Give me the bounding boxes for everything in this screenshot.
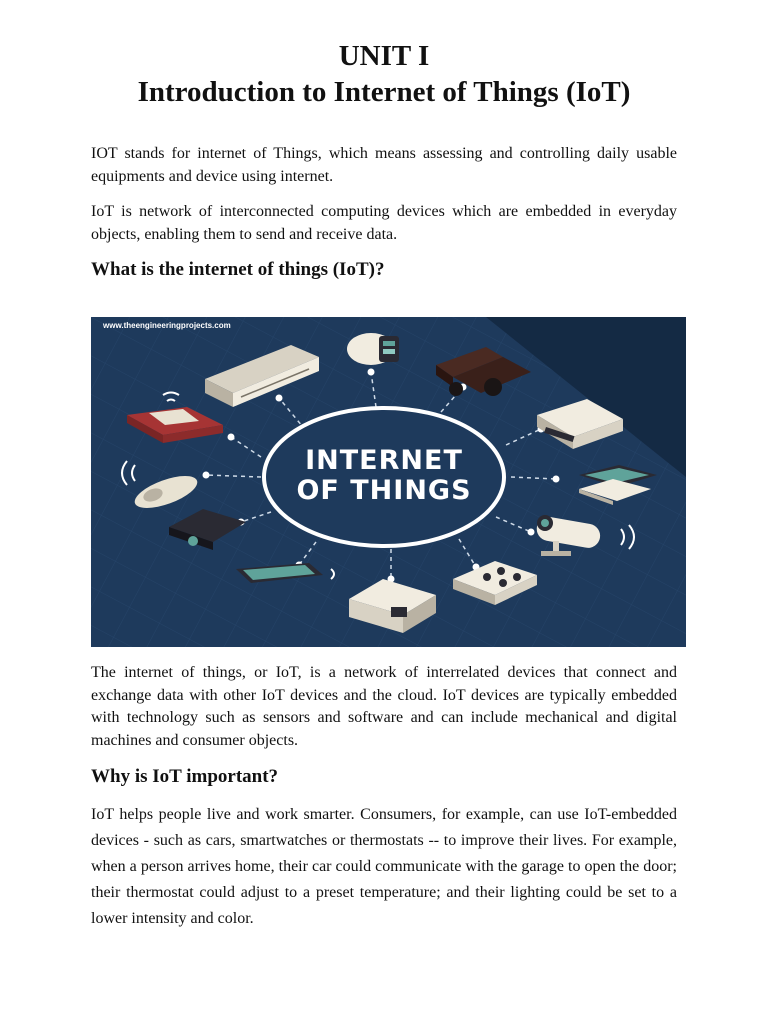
intro-paragraph-1: IOT stands for internet of Things, which means assessing and controlling daily usable equipments and device using internet. (91, 145, 677, 185)
center-title-line-2: OF THINGS (296, 475, 472, 506)
iot-illustration (91, 317, 686, 647)
importance-paragraph: IoT helps people live and work smarter. Consumers, for example, can use IoT-embedded devices - such as cars, smartwatches or thermostats -- to improve their lives. For example, when a person arrives home, their car could communicate with the garage to open the door; their thermostat could adjust to a preset temperature; and their lighting could be set to a lower intensity and color. (91, 806, 677, 927)
main-title: Introduction to Internet of Things (IoT) (137, 76, 631, 108)
definition-paragraph: The internet of things, or IoT, is a network of interrelated devices that connect and exchange data with other IoT devices and the cloud. IoT devices are typically embedded with technology such as sensors and software and can include mechanical and digital machines and consumer objects. (91, 664, 677, 749)
center-title-line-1: INTERNET (305, 445, 463, 476)
iot-illustration-svg (91, 317, 686, 647)
heading-what-is-iot: What is the internet of things (IoT)? (91, 259, 385, 280)
heading-why-important: Why is IoT important? (91, 766, 279, 787)
unit-title: UNIT I (338, 40, 430, 72)
figure-website-label: www.theengineeringprojects.com (103, 321, 231, 330)
smartwatch-icon (347, 333, 399, 365)
intro-paragraph-2: IoT is network of interconnected computing devices which are embedded in everyday objects, enabling them to send and receive data. (91, 203, 677, 243)
